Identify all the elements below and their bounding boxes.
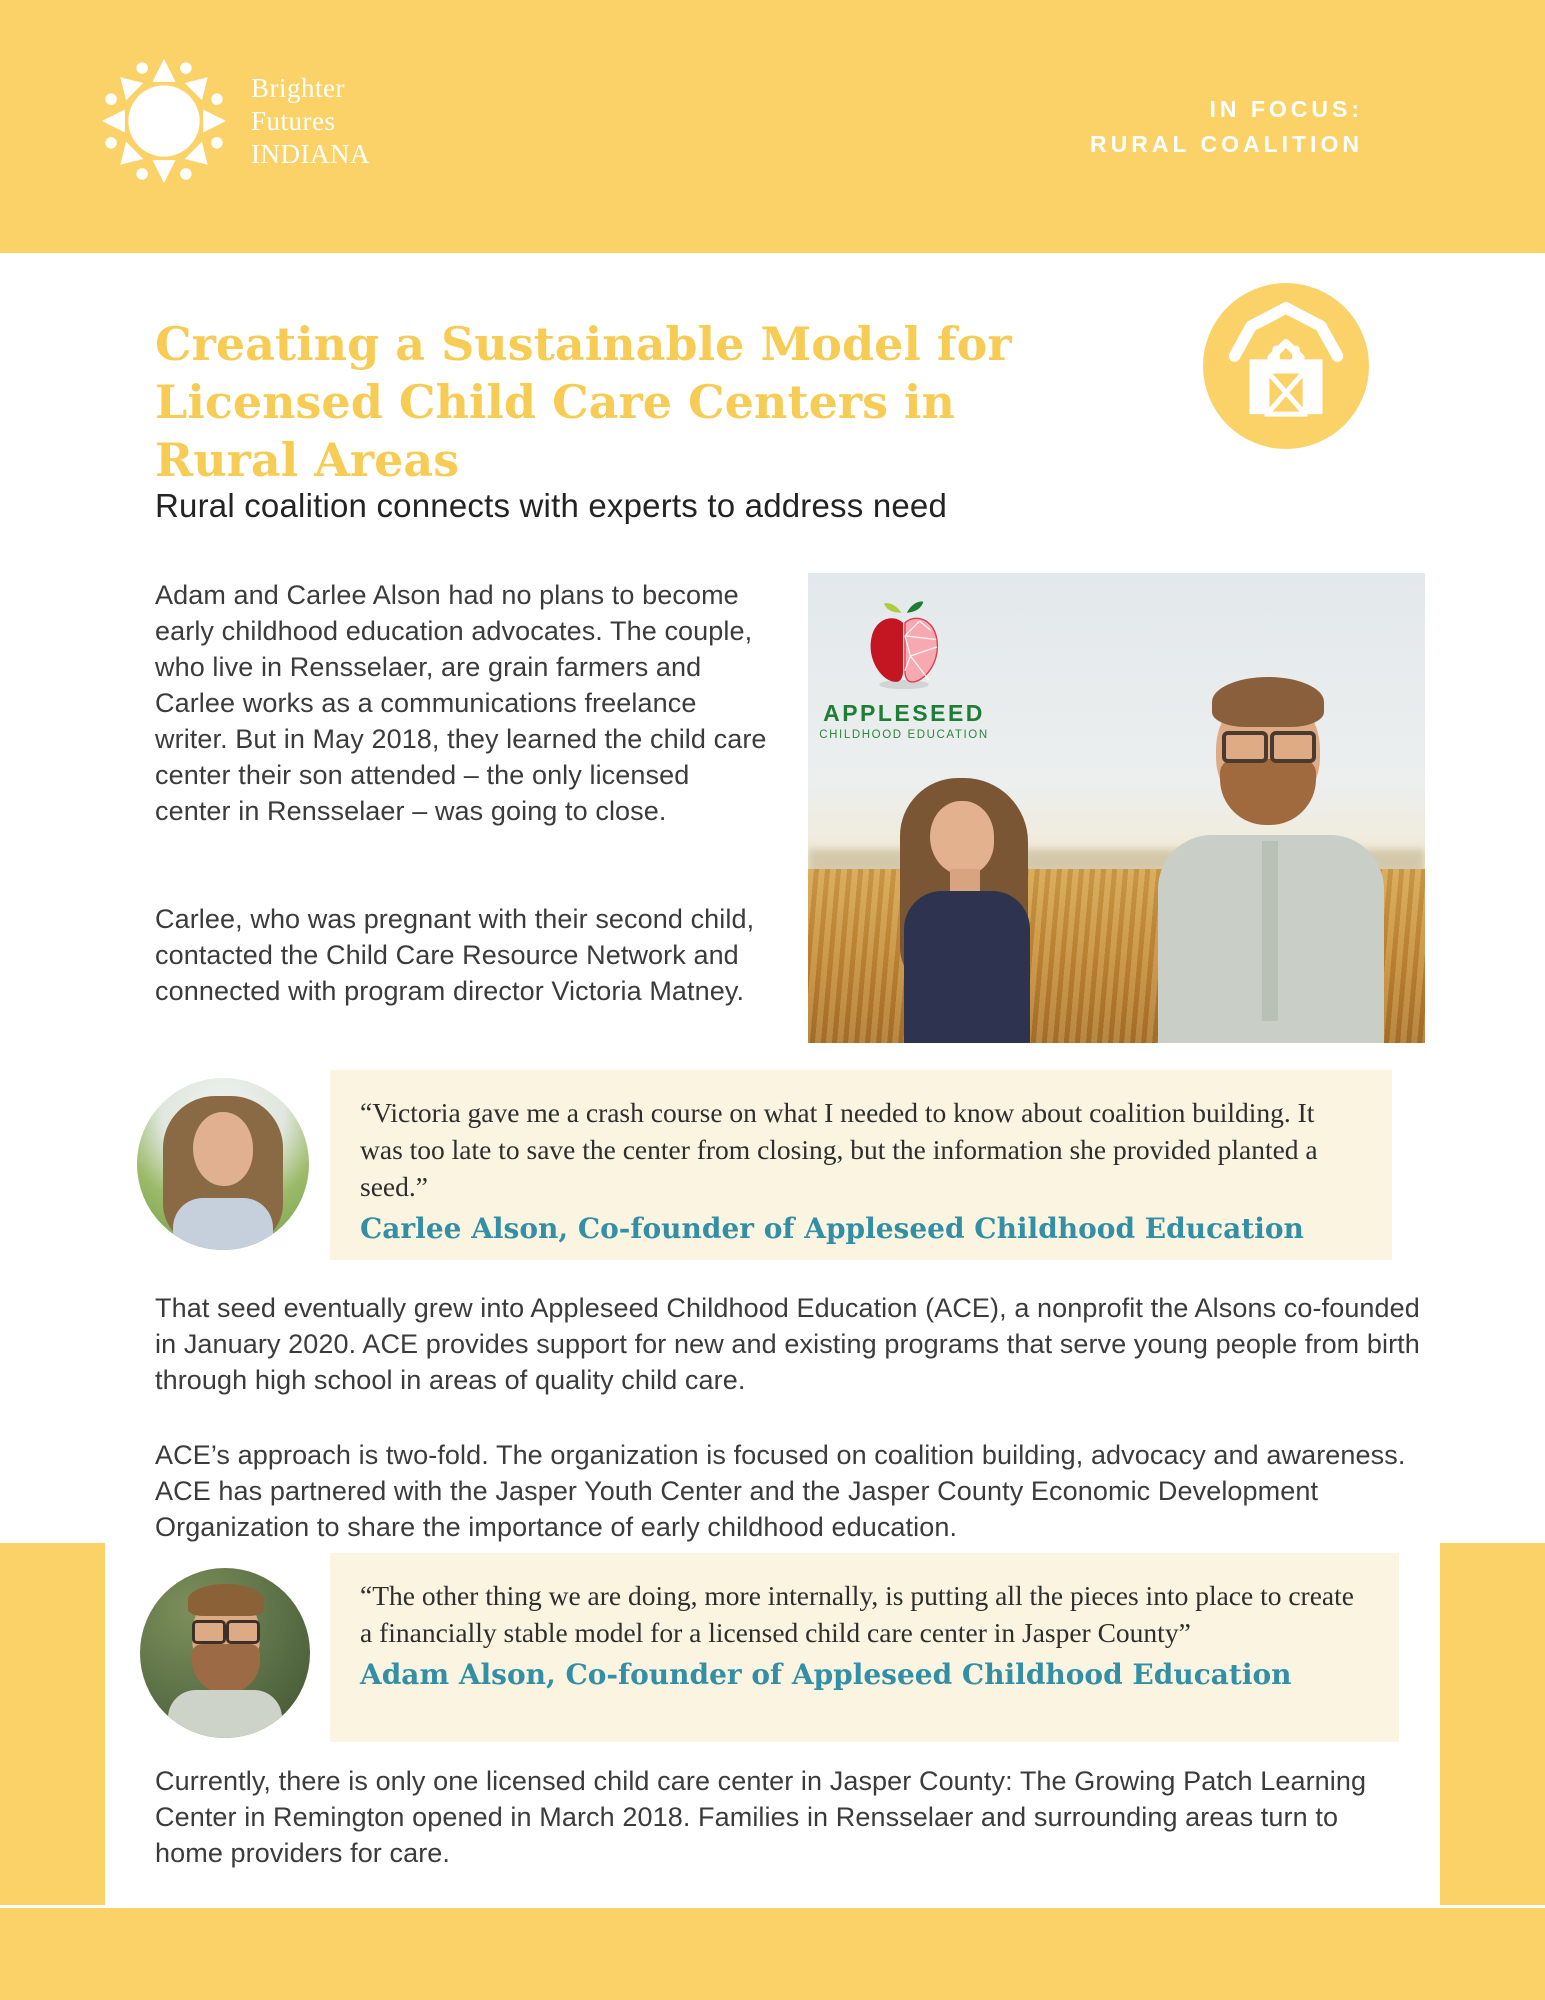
headshot-beard: [192, 1644, 260, 1694]
appleseed-apple-icon: [859, 599, 949, 691]
headshot-shirt: [168, 1690, 282, 1738]
logo-line-1: Brighter: [251, 72, 345, 103]
header-band: [0, 0, 1545, 253]
sun-icon: [95, 52, 233, 190]
adam-glasses: [1222, 731, 1316, 755]
paragraph-3: That seed eventually grew into Appleseed Childhood Education (ACE), a nonprofit the Alsons co-founded in January 2020. ACE provides support for new and existing programs that serve young people from birth through high school in areas of quality child care.: [155, 1293, 1420, 1395]
quote-attribution: Carlee Alson, Co-founder of Appleseed Childhood Education: [360, 1212, 1304, 1245]
quote-block-adam: [330, 1553, 1399, 1742]
paragraph-5: Currently, there is only one licensed child care center in Jasper County: The Growing Patch Learning Center in Remington opened in March 2018. Families in Rensselaer and surrounding areas turn to home providers for care.: [155, 1766, 1367, 1868]
paragraph-1: Adam and Carlee Alson had no plans to become early childhood education advocates. The couple, who live in Rensselaer, are grain farmers and Carlee works as a communications freelance writer. But in May 2018, they learned the child care center their son attended – the only licensed center in Rensselaer – was going to close.: [155, 580, 767, 826]
paragraph-2: Carlee, who was pregnant with their second child, contacted the Child Care Resource Network and connected with program director Victoria Matney.: [155, 904, 755, 1006]
appleseed-logo-name: APPLESEED: [823, 700, 985, 726]
logo-line-2: Futures: [251, 105, 336, 136]
title-line-2: Licensed Child Care Centers in: [155, 375, 955, 429]
footer-band: [0, 1908, 1545, 2000]
adam-figure: [1158, 835, 1384, 1043]
logo-line-3: INDIANA: [251, 138, 370, 169]
quote-block-carlee: [330, 1070, 1392, 1260]
in-focus-tag: [1090, 92, 1363, 162]
headshot-glasses: [192, 1620, 260, 1638]
logo-wordmark: [251, 72, 370, 171]
brighter-futures-logo: [95, 52, 370, 190]
adam-beard: [1220, 759, 1316, 825]
appleseed-logo: [814, 599, 994, 741]
adam-hair: [1212, 677, 1324, 727]
headshot-face: [193, 1112, 253, 1186]
headshot-hair: [188, 1584, 264, 1616]
title-line-1: Creating a Sustainable Model for: [155, 317, 1012, 371]
title-line-3: Rural Areas: [155, 433, 460, 487]
quote-attribution: Adam Alson, Co-founder of Appleseed Childhood Education: [360, 1658, 1292, 1691]
article-subtitle: Rural coalition connects with experts to address need: [155, 487, 948, 524]
left-accent-band: [0, 1543, 105, 1905]
in-focus-line-1: IN FOCUS:: [1209, 96, 1363, 122]
article-title: [155, 315, 1012, 489]
carlee-top: [904, 891, 1030, 1043]
barn-icon: [1203, 283, 1369, 449]
right-accent-band: [1440, 1543, 1545, 1905]
appleseed-logo-tagline: CHILDHOOD EDUCATION: [819, 729, 989, 741]
carlee-face: [930, 801, 994, 875]
quote-text: “Victoria gave me a crash course on what I needed to know about coalition building. It was too late to save the center from closing, but the information she provided planted a seed.”: [360, 1097, 1318, 1202]
in-focus-line-2: RURAL COALITION: [1090, 131, 1363, 157]
couple-field-photo: [808, 573, 1425, 1043]
adam-alson-headshot: [140, 1568, 310, 1738]
carlee-alson-headshot: [137, 1078, 309, 1250]
quote-text: “The other thing we are doing, more internally, is putting all the pieces into place to create a financially stable model for a licensed child care center in Jasper County”: [360, 1580, 1354, 1648]
paragraph-4: ACE’s approach is two-fold. The organization is focused on coalition building, advocacy and awareness. ACE has partnered with the Jasper Youth Center and the Jasper County Economic Development Organization to share the importance of early childhood education.: [155, 1440, 1406, 1542]
headshot-shirt: [173, 1198, 273, 1250]
